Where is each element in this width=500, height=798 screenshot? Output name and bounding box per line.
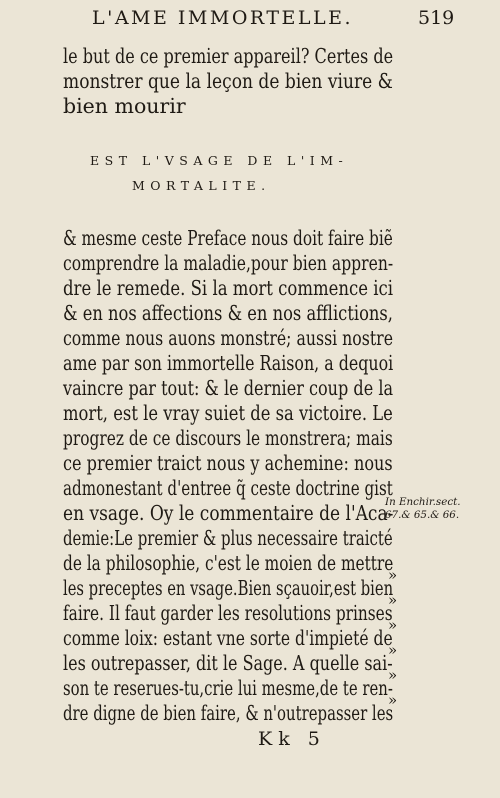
catchword-signature: Kk 5 [258,728,326,750]
text-line: progrez de ce discours le monstrera; mais [63,426,393,450]
quote-marker: » [388,616,398,634]
running-head: L'AME IMMORTELLE. [92,7,354,29]
text-line: & mesme ceste Preface nous doit faire biẽ [63,226,393,250]
quote-marker: » [388,666,398,684]
text-line: comprendre la maladie,pour bien appren- [63,251,394,275]
text-line: en vsage. Oy le commentaire de l'Aca- [63,501,394,525]
quote-marker: » [388,591,398,609]
margin-note: 67.& 65.& 66. [385,509,460,521]
quote-marker: » [388,691,398,709]
text-line: faire. Il faut garder les resolutions prinses [63,601,393,625]
text-line: les outrepasser, dit le Sage. A quelle sai- [63,651,393,675]
page-number: 519 [418,7,455,29]
margin-note: In Enchir.sect. [385,496,461,508]
section-heading: MORTALITE. [132,178,271,193]
text-line: admonestant d'entree q̃ ceste doctrine gist [63,476,393,500]
text-line: comme loix: estant vne sorte d'impieté de [63,626,393,650]
text-line: dre digne de bien faire, & n'outrepasser les [63,701,394,725]
text-line: son te reserues-tu,crie lui mesme,de te ren- [63,676,393,700]
text-line: demie:Le premier & plus necessaire traicté [63,526,393,550]
text-line: ame par son immortelle Raison, a dequoi [63,351,394,375]
text-line: dre le remede. Si la mort commence ici [63,276,394,300]
text-line: les preceptes en vsage.Bien sçauoir,est bien [63,576,394,600]
page-header [92,3,455,35]
text-line: bien mourir [63,94,186,118]
text-line: comme nous auons monstré; aussi nostre [63,326,394,350]
text-line: ce premier traict nous y achemine: nous [63,451,393,475]
text-line: de la philosophie, c'est le moien de mettre [63,551,394,575]
text-line: monstrer que la leçon de bien viure & [63,69,393,93]
section-heading: EST L'VSAGE DE L'IM- [90,153,349,168]
text-line: & en nos affections & en nos afflictions, [63,301,393,325]
text-line: le but de ce premier appareil? Certes de [63,44,394,68]
text-line: vaincre par tout: & le dernier coup de la [63,376,394,400]
quote-marker: » [388,566,398,584]
quote-marker: » [388,641,398,659]
text-line: mort, est le vray suiet de sa victoire. Le [63,401,393,425]
